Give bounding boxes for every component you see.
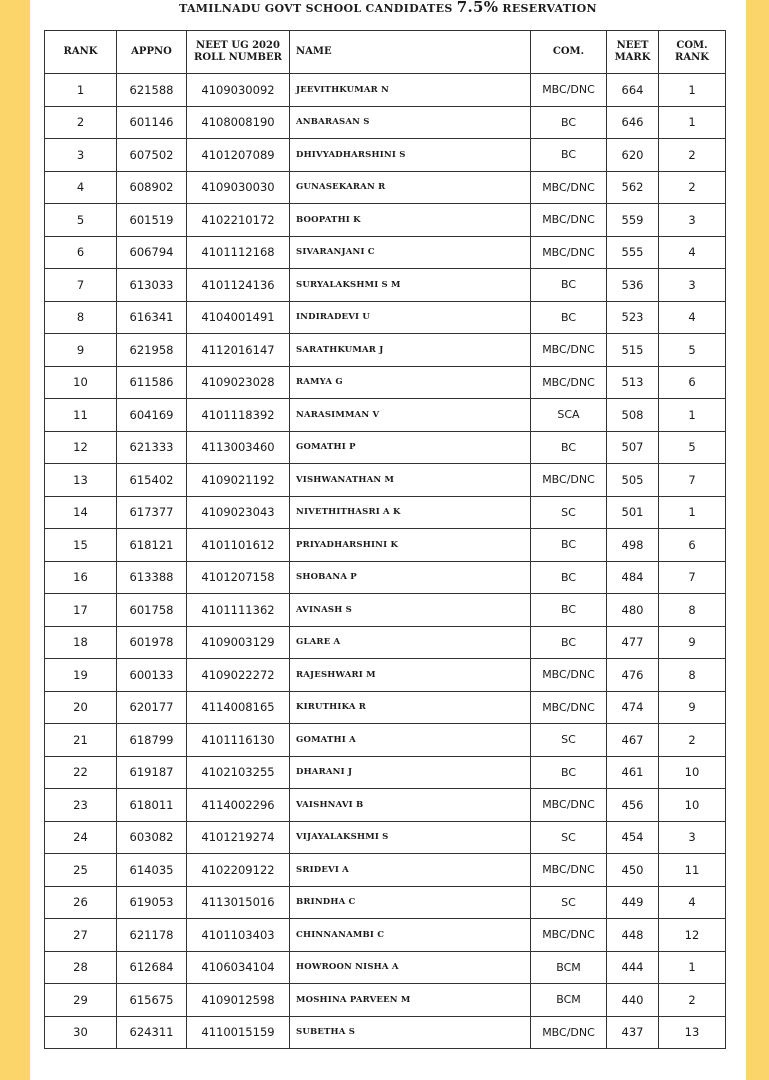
neet-mark-cell: 523	[607, 301, 659, 334]
rank-cell: 22	[45, 756, 117, 789]
roll-number-cell: 4109022272	[187, 659, 290, 692]
appno-cell: 601758	[117, 594, 187, 627]
header-name: NAME	[290, 31, 531, 74]
community-rank-cell: 9	[659, 626, 726, 659]
neet-mark-cell: 440	[607, 984, 659, 1017]
table-row	[45, 431, 726, 464]
table-row	[45, 789, 726, 822]
name-cell: BOOPATHI K	[290, 204, 531, 237]
community-cell: MBC/DNC	[531, 1016, 607, 1049]
name-cell: RAJESHWARI M	[290, 659, 531, 692]
name-cell: CHINNANAMBI C	[290, 919, 531, 952]
community-cell: MBC/DNC	[531, 334, 607, 367]
community-cell: BC	[531, 529, 607, 562]
roll-number-cell: 4101207089	[187, 139, 290, 172]
community-rank-cell: 2	[659, 139, 726, 172]
rank-cell: 13	[45, 464, 117, 497]
community-rank-cell: 12	[659, 919, 726, 952]
rank-cell: 11	[45, 399, 117, 432]
appno-cell: 615675	[117, 984, 187, 1017]
appno-cell: 607502	[117, 139, 187, 172]
appno-cell: 624311	[117, 1016, 187, 1049]
appno-cell: 621333	[117, 431, 187, 464]
rank-cell: 24	[45, 821, 117, 854]
neet-mark-cell: 467	[607, 724, 659, 757]
rank-cell: 15	[45, 529, 117, 562]
community-rank-cell: 7	[659, 561, 726, 594]
community-rank-cell: 10	[659, 756, 726, 789]
community-cell: BCM	[531, 951, 607, 984]
table-row	[45, 561, 726, 594]
roll-number-cell: 4101112168	[187, 236, 290, 269]
table-row	[45, 399, 726, 432]
name-cell: GOMATHI P	[290, 431, 531, 464]
neet-mark-cell: 620	[607, 139, 659, 172]
neet-mark-cell: 449	[607, 886, 659, 919]
community-cell: MBC/DNC	[531, 74, 607, 107]
appno-cell: 618121	[117, 529, 187, 562]
neet-mark-cell: 474	[607, 691, 659, 724]
table-row	[45, 464, 726, 497]
appno-cell: 618799	[117, 724, 187, 757]
rank-cell: 25	[45, 854, 117, 887]
community-rank-cell: 6	[659, 366, 726, 399]
appno-cell: 606794	[117, 236, 187, 269]
table-row	[45, 886, 726, 919]
appno-cell: 613033	[117, 269, 187, 302]
neet-mark-cell: 498	[607, 529, 659, 562]
name-cell: AVINASH S	[290, 594, 531, 627]
name-cell: MOSHINA PARVEEN M	[290, 984, 531, 1017]
roll-number-cell: 4104001491	[187, 301, 290, 334]
community-cell: BC	[531, 626, 607, 659]
community-rank-cell: 13	[659, 1016, 726, 1049]
table-row	[45, 366, 726, 399]
table-row	[45, 171, 726, 204]
neet-mark-cell: 664	[607, 74, 659, 107]
neet-mark-cell: 476	[607, 659, 659, 692]
community-cell: BC	[531, 106, 607, 139]
table-row	[45, 204, 726, 237]
roll-number-cell: 4101103403	[187, 919, 290, 952]
neet-mark-cell: 559	[607, 204, 659, 237]
community-cell: SC	[531, 886, 607, 919]
table-row	[45, 139, 726, 172]
rank-cell: 20	[45, 691, 117, 724]
rank-cell: 18	[45, 626, 117, 659]
name-cell: SHOBANA P	[290, 561, 531, 594]
name-cell: NARASIMMAN V	[290, 399, 531, 432]
appno-cell: 614035	[117, 854, 187, 887]
community-cell: MBC/DNC	[531, 204, 607, 237]
rank-cell: 1	[45, 74, 117, 107]
appno-cell: 604169	[117, 399, 187, 432]
neet-mark-cell: 444	[607, 951, 659, 984]
community-cell: BC	[531, 139, 607, 172]
appno-cell: 600133	[117, 659, 187, 692]
rank-cell: 30	[45, 1016, 117, 1049]
name-cell: SIVARANJANI C	[290, 236, 531, 269]
neet-mark-cell: 508	[607, 399, 659, 432]
community-cell: MBC/DNC	[531, 919, 607, 952]
appno-cell: 612684	[117, 951, 187, 984]
neet-mark-cell: 536	[607, 269, 659, 302]
header-neet-mark: NEET MARK	[607, 31, 659, 74]
neet-mark-cell: 513	[607, 366, 659, 399]
community-cell: MBC/DNC	[531, 854, 607, 887]
roll-number-cell: 4109012598	[187, 984, 290, 1017]
neet-mark-cell: 646	[607, 106, 659, 139]
appno-cell: 618011	[117, 789, 187, 822]
neet-mark-cell: 555	[607, 236, 659, 269]
community-rank-cell: 4	[659, 886, 726, 919]
community-rank-cell: 1	[659, 106, 726, 139]
header-community-rank: COM. RANK	[659, 31, 726, 74]
name-cell: JEEVITHKUMAR N	[290, 74, 531, 107]
neet-mark-cell: 480	[607, 594, 659, 627]
name-cell: HOWROON NISHA A	[290, 951, 531, 984]
rank-cell: 23	[45, 789, 117, 822]
table-row	[45, 919, 726, 952]
rank-cell: 28	[45, 951, 117, 984]
community-rank-cell: 3	[659, 204, 726, 237]
neet-mark-cell: 507	[607, 431, 659, 464]
rank-cell: 19	[45, 659, 117, 692]
rank-cell: 4	[45, 171, 117, 204]
name-cell: SRIDEVI A	[290, 854, 531, 887]
table-row	[45, 236, 726, 269]
neet-mark-cell: 454	[607, 821, 659, 854]
header-roll-number: NEET UG 2020 ROLL NUMBER	[187, 31, 290, 74]
roll-number-cell: 4109023043	[187, 496, 290, 529]
community-rank-cell: 5	[659, 431, 726, 464]
table-row	[45, 756, 726, 789]
table-row	[45, 1016, 726, 1049]
community-rank-cell: 4	[659, 301, 726, 334]
rank-cell: 6	[45, 236, 117, 269]
header-community: COM.	[531, 31, 607, 74]
table-row	[45, 691, 726, 724]
community-rank-cell: 1	[659, 74, 726, 107]
name-cell: GLARE A	[290, 626, 531, 659]
community-rank-cell: 11	[659, 854, 726, 887]
roll-number-cell: 4112016147	[187, 334, 290, 367]
roll-number-cell: 4101118392	[187, 399, 290, 432]
appno-cell: 601978	[117, 626, 187, 659]
table-row	[45, 984, 726, 1017]
appno-cell: 611586	[117, 366, 187, 399]
name-cell: SUBETHA S	[290, 1016, 531, 1049]
name-cell: VAISHNAVI B	[290, 789, 531, 822]
table-row	[45, 854, 726, 887]
community-rank-cell: 2	[659, 984, 726, 1017]
name-cell: SURYALAKSHMI S M	[290, 269, 531, 302]
community-cell: BC	[531, 561, 607, 594]
name-cell: KIRUTHIKA R	[290, 691, 531, 724]
title-percentage: 7.5%	[456, 0, 499, 16]
table-row	[45, 269, 726, 302]
name-cell: RAMYA G	[290, 366, 531, 399]
community-rank-cell: 2	[659, 171, 726, 204]
table-row	[45, 659, 726, 692]
neet-mark-cell: 562	[607, 171, 659, 204]
roll-number-cell: 4101207158	[187, 561, 290, 594]
community-rank-cell: 1	[659, 496, 726, 529]
community-rank-cell: 5	[659, 334, 726, 367]
header-appno: APPNO	[117, 31, 187, 74]
roll-number-cell: 4101124136	[187, 269, 290, 302]
name-cell: VIJAYALAKSHMI S	[290, 821, 531, 854]
table-row	[45, 106, 726, 139]
title-right: RESERVATION	[502, 2, 597, 15]
roll-number-cell: 4101116130	[187, 724, 290, 757]
roll-number-cell: 4106034104	[187, 951, 290, 984]
community-cell: MBC/DNC	[531, 171, 607, 204]
rank-cell: 7	[45, 269, 117, 302]
name-cell: PRIYADHARSHINI K	[290, 529, 531, 562]
rank-cell: 17	[45, 594, 117, 627]
rank-cell: 21	[45, 724, 117, 757]
appno-cell: 620177	[117, 691, 187, 724]
community-cell: BC	[531, 431, 607, 464]
appno-cell: 601146	[117, 106, 187, 139]
title-left: TAMILNADU GOVT SCHOOL CANDIDATES	[179, 2, 453, 15]
community-rank-cell: 9	[659, 691, 726, 724]
community-cell: SCA	[531, 399, 607, 432]
table-row	[45, 74, 726, 107]
neet-mark-cell: 456	[607, 789, 659, 822]
neet-mark-cell: 505	[607, 464, 659, 497]
neet-mark-cell: 450	[607, 854, 659, 887]
name-cell: VISHWANATHAN M	[290, 464, 531, 497]
rank-cell: 10	[45, 366, 117, 399]
community-rank-cell: 7	[659, 464, 726, 497]
appno-cell: 615402	[117, 464, 187, 497]
community-rank-cell: 8	[659, 659, 726, 692]
appno-cell: 617377	[117, 496, 187, 529]
rank-cell: 8	[45, 301, 117, 334]
rank-cell: 5	[45, 204, 117, 237]
name-cell: INDIRADEVI U	[290, 301, 531, 334]
header-rank: RANK	[45, 31, 117, 74]
community-rank-cell: 1	[659, 951, 726, 984]
roll-number-cell: 4108008190	[187, 106, 290, 139]
community-rank-cell: 1	[659, 399, 726, 432]
community-cell: BC	[531, 269, 607, 302]
community-rank-cell: 3	[659, 269, 726, 302]
appno-cell: 608902	[117, 171, 187, 204]
neet-mark-cell: 448	[607, 919, 659, 952]
table-row	[45, 626, 726, 659]
table-row	[45, 724, 726, 757]
community-rank-cell: 6	[659, 529, 726, 562]
community-cell: MBC/DNC	[531, 236, 607, 269]
roll-number-cell: 4101101612	[187, 529, 290, 562]
name-cell: GUNASEKARAN R	[290, 171, 531, 204]
community-cell: SC	[531, 496, 607, 529]
community-cell: BC	[531, 594, 607, 627]
roll-number-cell: 4101219274	[187, 821, 290, 854]
roll-number-cell: 4114002296	[187, 789, 290, 822]
roll-number-cell: 4109021192	[187, 464, 290, 497]
name-cell: GOMATHI A	[290, 724, 531, 757]
table-row	[45, 334, 726, 367]
appno-cell: 616341	[117, 301, 187, 334]
roll-number-cell: 4113003460	[187, 431, 290, 464]
roll-number-cell: 4109023028	[187, 366, 290, 399]
neet-mark-cell: 515	[607, 334, 659, 367]
table-header-row	[45, 31, 726, 74]
community-rank-cell: 3	[659, 821, 726, 854]
rank-cell: 16	[45, 561, 117, 594]
name-cell: BRINDHA C	[290, 886, 531, 919]
appno-cell: 621178	[117, 919, 187, 952]
appno-cell: 621588	[117, 74, 187, 107]
table-row	[45, 821, 726, 854]
rank-cell: 14	[45, 496, 117, 529]
rank-cell: 12	[45, 431, 117, 464]
name-cell: NIVETHITHASRI A K	[290, 496, 531, 529]
name-cell: DHIVYADHARSHINI S	[290, 139, 531, 172]
community-rank-cell: 2	[659, 724, 726, 757]
roll-number-cell: 4102103255	[187, 756, 290, 789]
roll-number-cell: 4102209122	[187, 854, 290, 887]
roll-number-cell: 4109030092	[187, 74, 290, 107]
rank-cell: 29	[45, 984, 117, 1017]
community-cell: MBC/DNC	[531, 691, 607, 724]
rank-cell: 27	[45, 919, 117, 952]
roll-number-cell: 4109003129	[187, 626, 290, 659]
roll-number-cell: 4109030030	[187, 171, 290, 204]
community-cell: BCM	[531, 984, 607, 1017]
neet-mark-cell: 461	[607, 756, 659, 789]
roll-number-cell: 4113015016	[187, 886, 290, 919]
roll-number-cell: 4110015159	[187, 1016, 290, 1049]
rank-cell: 26	[45, 886, 117, 919]
roll-number-cell: 4102210172	[187, 204, 290, 237]
table-row	[45, 301, 726, 334]
name-cell: DHARANI J	[290, 756, 531, 789]
table-row	[45, 529, 726, 562]
community-cell: MBC/DNC	[531, 789, 607, 822]
neet-mark-cell: 501	[607, 496, 659, 529]
appno-cell: 621958	[117, 334, 187, 367]
rank-cell: 3	[45, 139, 117, 172]
appno-cell: 619053	[117, 886, 187, 919]
roll-number-cell: 4101111362	[187, 594, 290, 627]
table-row	[45, 496, 726, 529]
community-rank-cell: 4	[659, 236, 726, 269]
candidates-table	[44, 30, 726, 1049]
table-row	[45, 951, 726, 984]
appno-cell: 603082	[117, 821, 187, 854]
appno-cell: 619187	[117, 756, 187, 789]
community-cell: MBC/DNC	[531, 464, 607, 497]
community-rank-cell: 8	[659, 594, 726, 627]
table-row	[45, 594, 726, 627]
community-cell: BC	[531, 756, 607, 789]
community-cell: SC	[531, 724, 607, 757]
roll-number-cell: 4114008165	[187, 691, 290, 724]
document-page	[30, 0, 746, 1080]
neet-mark-cell: 484	[607, 561, 659, 594]
community-cell: MBC/DNC	[531, 659, 607, 692]
rank-cell: 2	[45, 106, 117, 139]
page-title	[30, 0, 746, 16]
name-cell: SARATHKUMAR J	[290, 334, 531, 367]
appno-cell: 601519	[117, 204, 187, 237]
community-cell: MBC/DNC	[531, 366, 607, 399]
community-rank-cell: 10	[659, 789, 726, 822]
appno-cell: 613388	[117, 561, 187, 594]
community-cell: BC	[531, 301, 607, 334]
rank-cell: 9	[45, 334, 117, 367]
neet-mark-cell: 477	[607, 626, 659, 659]
name-cell: ANBARASAN S	[290, 106, 531, 139]
neet-mark-cell: 437	[607, 1016, 659, 1049]
table-body	[45, 74, 726, 1049]
community-cell: SC	[531, 821, 607, 854]
